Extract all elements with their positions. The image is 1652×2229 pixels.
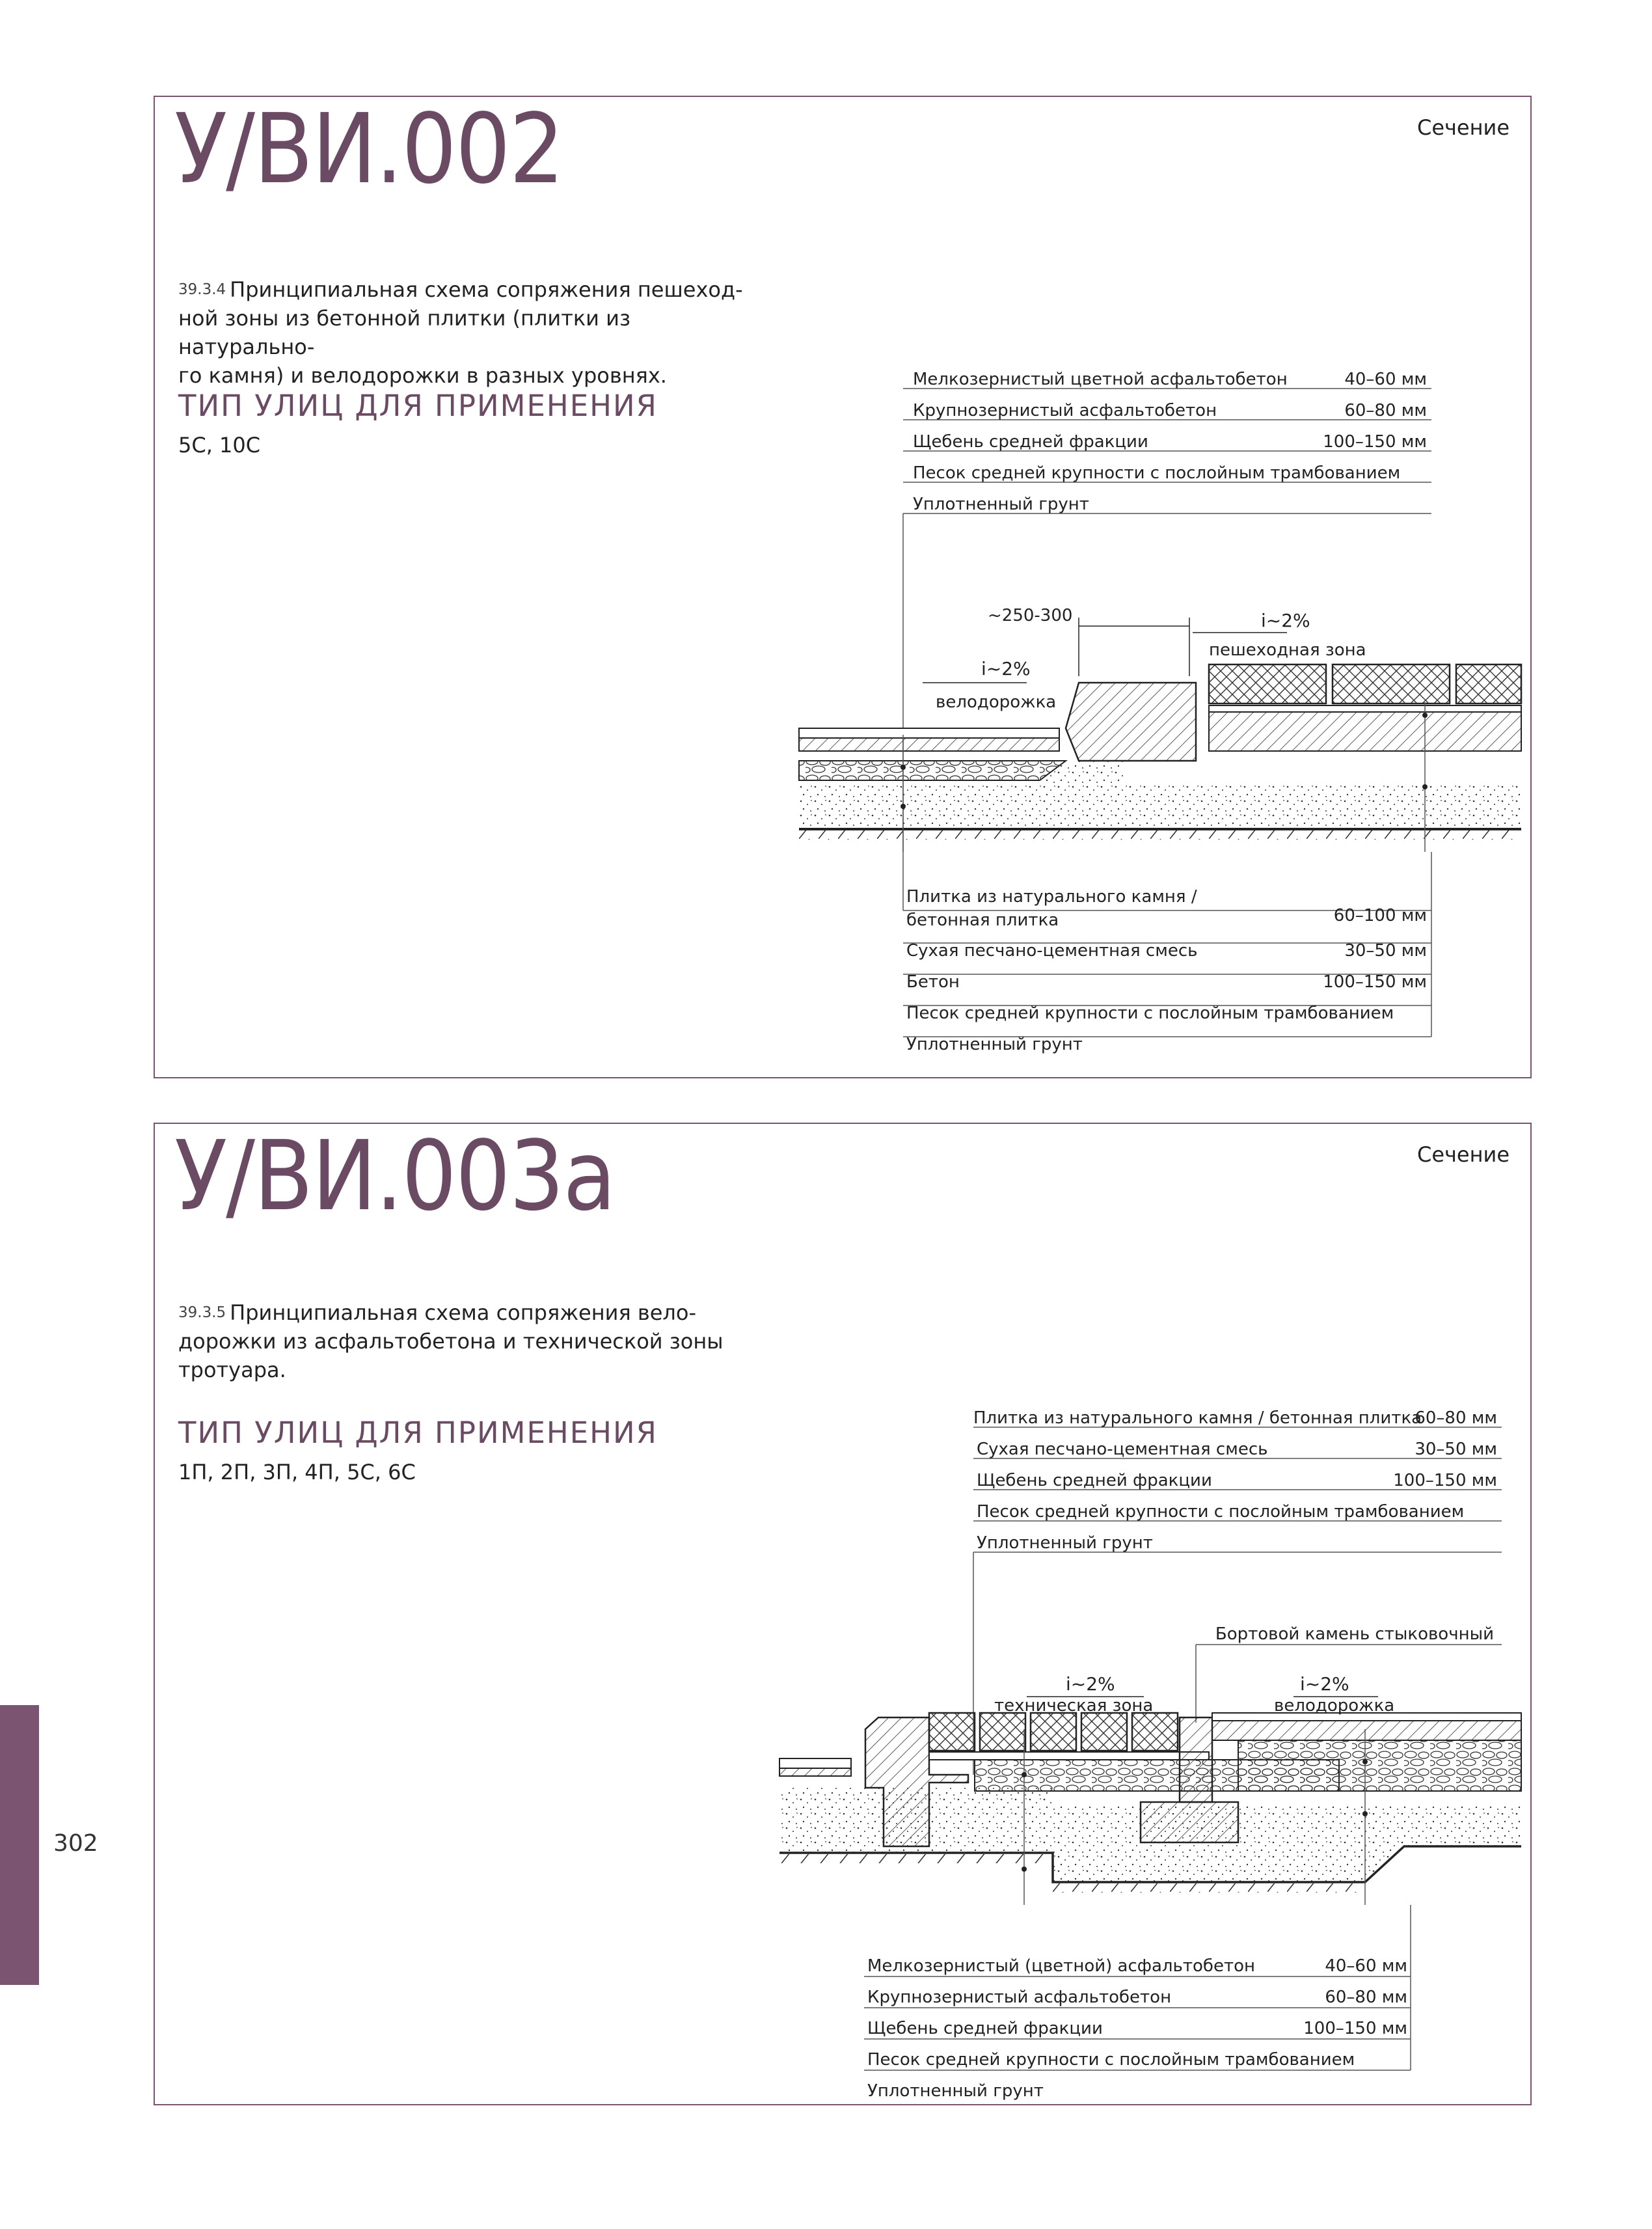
top-layer-value: 100–150 мм bbox=[1393, 1471, 1497, 1490]
ground-layer bbox=[799, 830, 1521, 840]
bottom-layer-legend bbox=[903, 852, 1431, 1054]
top-layer-name: Щебень средней фракции bbox=[913, 432, 1148, 452]
bottom-layer-name: Щебень средней фракции bbox=[867, 2019, 1103, 2038]
bike-lane-label: велодорожка bbox=[936, 692, 1057, 712]
bottom-layer-value: 100–150 мм bbox=[1323, 972, 1427, 992]
section-label: Сечение bbox=[1416, 115, 1510, 140]
paving-tile bbox=[1209, 664, 1326, 704]
description-line: тротуара. bbox=[178, 1358, 286, 1382]
paving-tile bbox=[1132, 1713, 1178, 1751]
asphalt-coarse bbox=[799, 738, 1059, 751]
sheet-2 bbox=[154, 1120, 1532, 2105]
slope-label: i~2% bbox=[1066, 1673, 1115, 1695]
type-title: ТИП УЛИЦ ДЛЯ ПРИМЕНЕНИЯ bbox=[178, 389, 658, 423]
top-layer-value: 60–80 мм bbox=[1415, 1408, 1497, 1428]
joint-curb bbox=[1180, 1717, 1212, 1802]
top-layer-name: Мелкозернистый цветной асфальтобетон bbox=[913, 370, 1288, 389]
top-layer-value: 60–80 мм bbox=[1344, 401, 1427, 420]
cross-section-2 bbox=[779, 1713, 1521, 1905]
top-layer-name: Щебень средней фракции bbox=[977, 1471, 1212, 1490]
top-layer-name: Уплотненный грунт bbox=[977, 1533, 1153, 1553]
bottom-layer-name: Сухая песчано-цементная смесь bbox=[906, 941, 1198, 961]
slope-label: i~2% bbox=[1300, 1673, 1349, 1695]
bottom-layer-value: 30–50 мм bbox=[1344, 941, 1427, 961]
top-layer-name: Плитка из натурального камня / бетонная плитка bbox=[973, 1408, 1422, 1428]
description-number: 39.3.4 bbox=[178, 281, 226, 298]
top-layer-value: 40–60 мм bbox=[1344, 370, 1427, 389]
bottom-layer-name: Крупнозернистый асфальтобетон bbox=[867, 1988, 1172, 2007]
section-diagram bbox=[155, 1120, 1530, 2104]
paving-tile bbox=[929, 1713, 975, 1751]
bottom-layer-name: Мелкозернистый (цветной) асфальтобетон bbox=[867, 1956, 1255, 1976]
bottom-layer-value: 40–60 мм bbox=[1325, 1956, 1407, 1976]
page-tab bbox=[0, 1705, 39, 1985]
top-layer-name: Песок средней крупности с послойным трамбованием bbox=[977, 1502, 1465, 1522]
curb-label: Бортовой камень стыковочный bbox=[1215, 1624, 1494, 1644]
annotations-2 bbox=[994, 1673, 1394, 1716]
description-line: ной зоны из бетонной плитки (плитки из натурально- bbox=[178, 306, 630, 359]
type-values: 1П, 2П, 3П, 4П, 5С, 6С bbox=[178, 1460, 416, 1484]
slope-label: i~2% bbox=[981, 658, 1031, 679]
bottom-layer-legend bbox=[864, 1905, 1411, 2101]
bottom-layer-name: бетонная плитка bbox=[906, 910, 1059, 930]
top-layer-name: Уплотненный грунт bbox=[913, 495, 1089, 514]
sand-layer bbox=[1053, 1804, 1521, 1882]
paving-tile bbox=[1081, 1713, 1127, 1751]
asphalt-fine bbox=[799, 728, 1059, 738]
description-number: 39.3.5 bbox=[178, 1304, 226, 1321]
top-layer-name: Песок средней крупности с послойным трамбованием bbox=[913, 463, 1401, 483]
gravel-layer bbox=[1238, 1740, 1521, 1791]
concrete-base bbox=[1209, 712, 1521, 751]
dry-mix-layer bbox=[1209, 705, 1521, 712]
bottom-layer-name: Бетон bbox=[906, 972, 960, 992]
bottom-layer-value: 100–150 мм bbox=[1303, 2019, 1407, 2038]
bottom-layer-name: Уплотненный грунт bbox=[867, 2081, 1044, 2101]
concrete-base bbox=[1141, 1802, 1238, 1842]
top-layer-value: 30–50 мм bbox=[1415, 1440, 1497, 1459]
page-number: 302 bbox=[53, 1830, 98, 1857]
bottom-layer-value: 60–80 мм bbox=[1325, 1988, 1407, 2007]
ground-layer bbox=[1053, 1883, 1359, 1893]
section-diagram bbox=[155, 93, 1530, 1077]
bottom-layer-value: 60–100 мм bbox=[1333, 906, 1427, 925]
sheet-code: У/ВИ.003а bbox=[174, 1120, 615, 1232]
dry-mix-layer bbox=[929, 1752, 1209, 1760]
cross-section-1 bbox=[799, 664, 1521, 852]
paving-tile bbox=[1031, 1713, 1076, 1751]
sand-layer bbox=[799, 784, 1521, 829]
slope-label: i~2% bbox=[1261, 610, 1310, 631]
description-line: дорожки из асфальтобетона и технической зоны bbox=[178, 1329, 724, 1354]
sheet-code: У/ВИ.002 bbox=[174, 93, 563, 205]
section-label: Сечение bbox=[1416, 1142, 1510, 1167]
bottom-layer-name: Уплотненный грунт bbox=[906, 1035, 1083, 1054]
technical-zone-label: техническая зона bbox=[994, 1696, 1154, 1716]
curb-stone bbox=[1066, 683, 1196, 761]
bottom-layer-name: Песок средней крупности с послойным трамбованием bbox=[906, 1004, 1394, 1023]
sheet-1 bbox=[154, 93, 1532, 1078]
ground-layer bbox=[779, 1854, 1053, 1863]
description-line: го камня) и велодорожки в разных уровнях. bbox=[178, 363, 667, 388]
bike-lane-label: велодорожка bbox=[1274, 1696, 1395, 1716]
pedestrian-zone-label: пешеходная зона bbox=[1209, 640, 1366, 660]
dimension-label: ~250-300 bbox=[988, 606, 1073, 625]
asphalt-coarse bbox=[1212, 1721, 1521, 1740]
paving-tile bbox=[1456, 664, 1521, 704]
paving-tile bbox=[1333, 664, 1450, 704]
top-layer-name: Сухая песчано-цементная смесь bbox=[977, 1440, 1268, 1459]
top-layer-value: 100–150 мм bbox=[1323, 432, 1427, 452]
paving-tile bbox=[980, 1713, 1025, 1751]
top-layer-name: Крупнозернистый асфальтобетон bbox=[913, 401, 1217, 420]
gravel-layer bbox=[799, 761, 1066, 780]
bottom-layer-name: Плитка из натурального камня / bbox=[906, 887, 1197, 907]
description-line: Принципиальная схема сопряжения вело- bbox=[230, 1300, 696, 1325]
bottom-layer-name: Песок средней крупности с послойным трамбованием bbox=[867, 2050, 1355, 2070]
type-title: ТИП УЛИЦ ДЛЯ ПРИМЕНЕНИЯ bbox=[178, 1415, 658, 1450]
description-line: Принципиальная схема сопряжения пешеход- bbox=[230, 277, 743, 302]
type-values: 5С, 10С bbox=[178, 433, 261, 458]
